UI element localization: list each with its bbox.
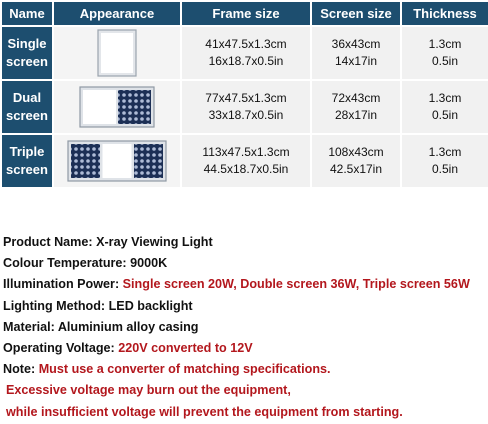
row-name — [2, 135, 52, 187]
material: Material: Aluminium alloy casing — [3, 319, 199, 334]
note-value: Must use a converter of matching specifications. — [38, 362, 331, 377]
screen-size-cell — [312, 81, 400, 133]
thickness-in: 0.5in — [431, 108, 459, 122]
appearance-cell — [54, 135, 180, 187]
appearance-cell — [54, 27, 180, 79]
row-name-line2: screen — [6, 162, 48, 177]
table-row — [2, 135, 488, 187]
screen-size-cm: 72x43cm — [331, 91, 381, 105]
viewer-screen-right — [118, 90, 151, 124]
screen-size-cell — [312, 27, 400, 79]
viewer-screen — [101, 33, 133, 73]
dual-screen-viewer-image — [79, 86, 155, 128]
note-label: Note: — [3, 362, 39, 377]
frame-size-in: 16x18.7x0.5in — [208, 54, 284, 68]
frame-size-cm: 41x47.5x1.3cm — [205, 37, 287, 51]
table-row — [2, 81, 488, 133]
frame-size-cell — [182, 81, 310, 133]
table-row — [2, 27, 488, 79]
header-screen-size: Screen size — [312, 2, 400, 25]
thickness-cell — [402, 27, 488, 79]
triple-screen-viewer-image — [67, 140, 167, 182]
thickness-cell — [402, 135, 488, 187]
frame-size-in: 33x18.7x0.5in — [208, 108, 284, 122]
frame-size-cm: 113x47.5x1.3cm — [202, 145, 290, 159]
lighting-method: Lighting Method: LED backlight — [3, 298, 193, 313]
product-specifications — [3, 232, 487, 423]
header-name: Name — [2, 2, 52, 25]
operating-voltage — [3, 338, 487, 359]
thickness-cm: 1.3cm — [428, 145, 462, 159]
row-name-line2: screen — [6, 108, 48, 123]
screen-size-in: 14x17in — [334, 54, 378, 68]
operating-voltage-value: 220V converted to 12V — [118, 340, 253, 355]
warning-line-2: while insufficient voltage will prevent the equipment from starting. — [6, 404, 403, 419]
screen-size-in: 28x17in — [334, 108, 378, 122]
illumination-power-label: Illumination Power: — [3, 277, 123, 292]
operating-voltage-label: Operating Voltage: — [3, 340, 119, 355]
row-name-line1: Triple — [9, 144, 45, 159]
header-appearance: Appearance — [54, 2, 180, 25]
note — [3, 359, 487, 380]
table-header-row — [2, 2, 488, 25]
thickness-cell — [402, 81, 488, 133]
row-name-line2: screen — [6, 54, 48, 69]
thickness-cm: 1.3cm — [428, 91, 462, 105]
viewer-screen-middle — [103, 144, 132, 178]
illumination-power — [3, 274, 487, 295]
warning-line-1: Excessive voltage may burn out the equipment, — [6, 383, 291, 398]
frame-size-cell — [182, 27, 310, 79]
row-name-line1: Dual — [12, 90, 42, 105]
screen-size-cm: 108x43cm — [328, 145, 384, 159]
viewer-screen-left — [71, 144, 100, 178]
thickness-in: 0.5in — [431, 162, 459, 176]
frame-size-in: 44.5x18.7x0.5in — [203, 162, 289, 176]
screen-size-cm: 36x43cm — [331, 37, 381, 51]
frame-size-cell — [182, 135, 310, 187]
screen-size-in: 42.5x17in — [329, 162, 383, 176]
spec-table — [0, 0, 488, 189]
viewer-screen-right — [134, 144, 163, 178]
product-name: Product Name: X-ray Viewing Light — [3, 235, 213, 249]
thickness-cm: 1.3cm — [428, 37, 462, 51]
row-name — [2, 27, 52, 79]
colour-temperature: Colour Temperature: 9000K — [3, 256, 168, 271]
screen-size-cell — [312, 135, 400, 187]
frame-size-cm: 77x47.5x1.3cm — [205, 91, 287, 105]
header-thickness: Thickness — [402, 2, 488, 25]
header-frame-size: Frame size — [182, 2, 310, 25]
appearance-cell — [54, 81, 180, 133]
thickness-in: 0.5in — [431, 54, 459, 68]
viewer-screen-left — [83, 90, 116, 124]
row-name-line1: Single — [7, 36, 47, 51]
single-screen-viewer-image — [97, 29, 137, 77]
row-name — [2, 81, 52, 133]
illumination-power-value: Single screen 20W, Double screen 36W, Triple screen 56W — [122, 277, 470, 292]
